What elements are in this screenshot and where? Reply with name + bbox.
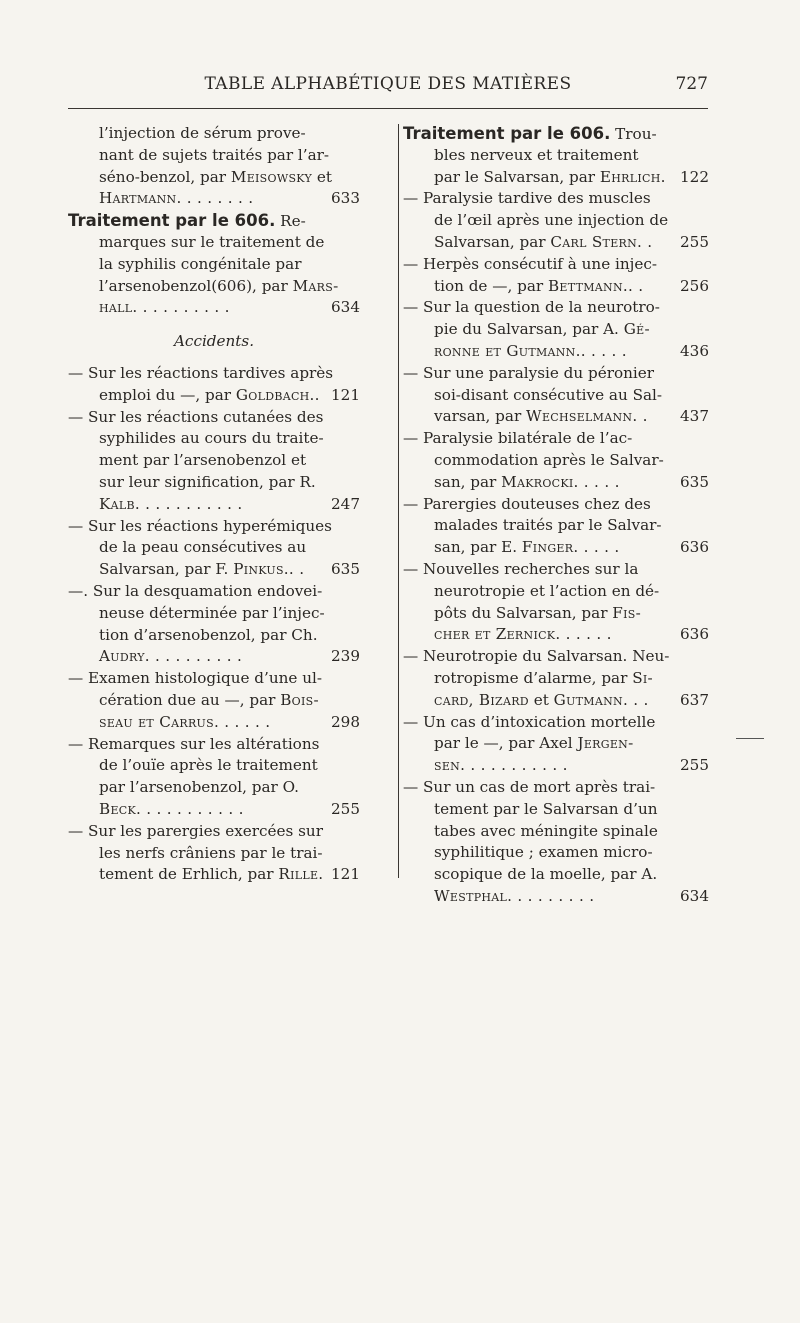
entry-line: la syphilis congénitale par	[99, 254, 302, 273]
entry-text: Re-	[275, 212, 306, 231]
author-name: card,	[434, 690, 479, 709]
author-name: Mars-	[292, 276, 339, 295]
entry-heading: Traitement par le 606.	[403, 124, 611, 143]
page-reference: 247	[331, 494, 360, 513]
entry-line	[68, 210, 360, 232]
index-entry	[403, 494, 708, 559]
page-reference: 437	[680, 407, 709, 426]
entry-line: — Sur une paralysie du péronier	[403, 363, 654, 382]
entry-line: commodation après le Salvar-	[434, 450, 664, 469]
page-reference: 121	[331, 385, 360, 404]
page-reference: 255	[331, 799, 360, 818]
page-reference: 635	[331, 560, 360, 579]
author-name: Bettmann.. .	[547, 276, 644, 295]
section-title: Accidents.	[173, 332, 255, 351]
entry-line	[403, 755, 708, 777]
page-reference: 633	[331, 189, 360, 208]
page-reference: 239	[331, 647, 360, 666]
entry-line: bles nerveux et traitement	[434, 145, 639, 164]
entry-line	[403, 232, 708, 254]
entry-heading: Traitement par le 606.	[68, 211, 276, 231]
index-entry	[68, 123, 360, 210]
author-name: seau et	[99, 712, 160, 731]
entry-line	[403, 406, 708, 428]
page-reference: 255	[680, 756, 709, 775]
page-reference: 636	[680, 625, 709, 644]
entry-line	[403, 319, 708, 341]
entry-line	[68, 276, 360, 298]
index-entry	[403, 777, 708, 908]
entry-line	[68, 297, 360, 319]
entry-line: — Sur les parergies exercées sur	[68, 821, 323, 840]
entry-text: pie du Salvarsan, par A.	[434, 320, 624, 339]
index-entry	[403, 428, 708, 493]
entry-line: de l’œil après une injection de	[434, 211, 669, 230]
author-name: Fis-	[612, 603, 642, 622]
entry-line	[403, 624, 708, 646]
entry-line	[403, 603, 708, 625]
header-page-number: 727	[675, 74, 708, 94]
entry-line: tement par le Salvarsan d’un	[434, 799, 658, 818]
entry-line	[403, 537, 708, 559]
author-name: Rille.	[278, 865, 324, 884]
entry-line: — Examen histologique d’une ul-	[68, 669, 322, 688]
entry-line	[68, 690, 360, 712]
entry-text: san, par E.	[434, 538, 522, 557]
author-name: cher et	[434, 625, 496, 644]
entry-line: — Remarques sur les altérations	[68, 734, 320, 753]
index-entry	[403, 297, 708, 362]
entry-line	[68, 494, 360, 516]
index-entry	[68, 516, 360, 581]
entry-line	[68, 167, 360, 189]
entry-line: syphilides au cours du traite-	[99, 429, 324, 448]
index-entry	[68, 821, 360, 886]
author-name: ronne et	[434, 341, 507, 360]
entry-line: de l’ouïe après le traitement	[99, 756, 318, 775]
entry-line	[403, 276, 708, 298]
entry-line: nant de sujets traités par l’ar-	[99, 145, 330, 164]
entry-line	[68, 799, 360, 821]
entry-text: tion de —, par	[434, 276, 548, 295]
entry-line	[403, 167, 708, 189]
page-reference: 256	[680, 276, 709, 295]
author-name: Wechselmann. .	[526, 407, 648, 426]
entry-text: par le Salvarsan, par	[434, 167, 600, 186]
entry-line: ment par l’arsenobenzol et	[99, 451, 307, 470]
entry-line: syphilitique ; examen micro-	[434, 843, 653, 862]
index-entry	[403, 363, 708, 428]
page-reference: 637	[680, 690, 709, 709]
entry-text: Salvarsan, par	[434, 232, 551, 251]
index-entry	[68, 668, 360, 733]
entry-text: et	[312, 167, 332, 186]
entry-line	[403, 690, 708, 712]
entry-line: —. Sur la desquamation endovei-	[68, 581, 323, 600]
index-entry	[68, 363, 360, 407]
author-name: Carl Stern. .	[550, 232, 653, 251]
entry-line: — Herpès consécutif à une injec-	[403, 254, 657, 273]
entry-line	[403, 472, 708, 494]
entry-line: tion d’arsenobenzol, par Ch.	[99, 625, 318, 644]
page-reference: 298	[331, 712, 360, 731]
entry-line	[68, 385, 360, 407]
author-name: Pinkus.. .	[233, 560, 305, 579]
entry-line: les nerfs crâniens par le trai-	[99, 843, 323, 862]
index-entry	[68, 407, 360, 516]
entry-line: — Sur les réactions cutanées des	[68, 407, 324, 426]
author-name: Si-	[632, 668, 653, 687]
entry-text: pôts du Salvarsan, par	[434, 603, 613, 622]
entry-line: malades traités par le Salvar-	[434, 516, 662, 535]
entry-line: — Sur les réactions tardives après	[68, 363, 334, 382]
right-column	[403, 123, 708, 908]
author-name: Hartmann. . . . . . . .	[99, 189, 254, 208]
author-name: Audry. . . . . . . . . .	[99, 647, 243, 666]
author-name: Makrocki. . . . .	[501, 472, 620, 491]
index-entry	[403, 712, 708, 777]
entry-text: rotropisme d’alarme, par	[434, 668, 633, 687]
author-name: Bizard	[478, 690, 529, 709]
entry-line: — Paralysie tardive des muscles	[403, 189, 651, 208]
entry-line: l’injection de sérum prove-	[99, 124, 306, 142]
margin-pen-mark	[736, 738, 764, 739]
running-header	[68, 74, 708, 96]
left-column	[68, 123, 360, 886]
header-rule	[68, 108, 708, 109]
entry-line: scopique de la moelle, par A.	[434, 865, 658, 884]
entry-line: — Sur la question de la neurotro-	[403, 298, 660, 317]
entry-line: soi-disant consécutive au Sal-	[434, 385, 663, 404]
index-entry	[403, 559, 708, 646]
entry-text: Salvarsan, par F.	[99, 560, 234, 579]
entry-line: — Neurotropie du Salvarsan. Neu-	[403, 647, 670, 666]
entry-line: — Un cas d’intoxication mortelle	[403, 712, 656, 731]
column-divider	[398, 124, 399, 878]
author-name: Ehrlich.	[599, 167, 666, 186]
entry-line: — Parergies douteuses chez des	[403, 494, 651, 513]
entry-line: — Sur les réactions hyperémiques	[68, 516, 332, 535]
author-name: Meisowsky	[230, 167, 313, 186]
entry-line: tabes avec méningite spinale	[434, 821, 658, 840]
author-name: Kalb. . . . . . . . . . .	[99, 494, 243, 513]
entry-line	[68, 864, 360, 886]
page-reference: 436	[680, 341, 709, 360]
page-reference: 255	[680, 232, 709, 251]
index-entry	[403, 123, 708, 188]
entry-line	[403, 341, 708, 363]
entry-line	[403, 886, 708, 908]
page-reference: 121	[331, 865, 360, 884]
page-reference: 634	[680, 886, 709, 905]
entry-text: et	[528, 690, 554, 709]
author-name: Zernick. . . . . .	[495, 625, 612, 644]
entry-line: neuse déterminée par l’injec-	[99, 603, 325, 622]
index-entry	[403, 188, 708, 253]
entry-text: emploi du —, par	[99, 385, 236, 404]
author-name: Gé-	[623, 320, 650, 339]
entry-text: varsan, par	[434, 407, 527, 426]
author-name: Gutmann. . .	[553, 690, 649, 709]
entry-line	[68, 188, 360, 210]
page-reference: 122	[680, 167, 709, 186]
page-reference: 635	[680, 472, 709, 491]
entry-text: cération due au —, par	[99, 690, 281, 709]
author-name: Jergen-	[577, 734, 634, 753]
index-entry	[403, 646, 708, 711]
header-title: TABLE ALPHABÉTIQUE DES MATIÈRES	[204, 74, 572, 94]
entry-line	[403, 733, 708, 755]
entry-text: san, par	[434, 472, 502, 491]
author-name: Goldbach..	[235, 385, 320, 404]
author-name: Westphal. . . . . . . . .	[434, 886, 595, 905]
entry-line	[403, 123, 708, 145]
entry-line: — Nouvelles recherches sur la	[403, 559, 639, 578]
entry-text: l’arsenobenzol(606), par	[99, 276, 293, 295]
author-name: Finger. . . . .	[521, 538, 620, 557]
author-name: sen. . . . . . . . . . .	[434, 756, 568, 775]
author-name: hall. . . . . . . . . .	[99, 298, 230, 317]
entry-line: — Sur un cas de mort après trai-	[403, 777, 656, 796]
entry-line: par l’arsenobenzol, par O.	[99, 778, 299, 797]
entry-line	[68, 646, 360, 668]
entry-line	[68, 712, 360, 734]
index-entry	[403, 254, 708, 298]
page-reference: 634	[331, 298, 360, 317]
entry-text: tement de Erhlich, par	[99, 865, 279, 884]
page-reference: 636	[680, 538, 709, 557]
entry-line: neurotropie et l’action en dé-	[434, 581, 660, 600]
entry-line: sur leur signification, par R.	[99, 472, 316, 491]
index-entry	[68, 734, 360, 821]
entry-text: séno-benzol, par	[99, 167, 231, 186]
entry-line: de la peau consécutives au	[99, 538, 307, 557]
entry-line	[68, 559, 360, 581]
author-name: Bois-	[280, 690, 319, 709]
index-entry	[68, 210, 360, 319]
entry-text: par le —, par Axel	[434, 734, 578, 753]
author-name: Carrus. . . . . .	[159, 712, 271, 731]
entry-line	[403, 668, 708, 690]
author-name: Gutmann.. . . . .	[506, 341, 627, 360]
entry-text: Trou-	[610, 125, 657, 143]
index-entry	[68, 581, 360, 668]
entry-line: — Paralysie bilatérale de l’ac-	[403, 429, 633, 448]
author-name: Beck. . . . . . . . . . .	[99, 799, 244, 818]
entry-line: marques sur le traitement de	[99, 232, 325, 251]
